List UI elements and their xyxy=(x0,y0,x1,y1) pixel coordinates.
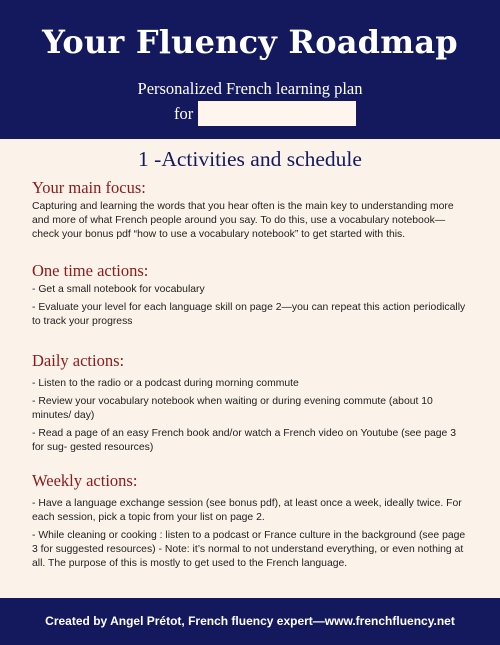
list-item: - Have a language exchange session (see bonus pdf), at least once a week, ideally twice. For each session, pick a topic from your list on page 2. xyxy=(32,498,462,523)
list-item: - Get a small notebook for vocabulary xyxy=(32,284,205,295)
list-item: - While cleaning or cooking : listen to a podcast or France culture in the background (see page 3 for suggested resources) - Note: it’s normal to not understand everything, or even nothing at all. The purpose of this is mostly to get used to the French language. xyxy=(32,530,466,569)
header-banner xyxy=(0,0,500,139)
page-title: Your Fluency Roadmap xyxy=(42,23,458,61)
recipient-row xyxy=(0,101,500,127)
list-item: - Evaluate your level for each language skill on page 2—you can repeat this action periodically to track your progress xyxy=(32,302,466,327)
one-time-heading: One time actions: xyxy=(32,261,149,280)
list-item: - Listen to the radio or a podcast during morning commute xyxy=(32,378,299,389)
recipient-name-field[interactable] xyxy=(198,101,356,126)
weekly-heading: Weekly actions: xyxy=(32,471,138,490)
list-item: - Review your vocabulary notebook when waiting or during evening commute (about 10 minutes/ day) xyxy=(32,396,433,421)
for-label: for xyxy=(174,104,194,123)
footer-banner xyxy=(0,598,500,645)
daily-list xyxy=(32,377,470,459)
list-item: - Read a page of an easy French book and/or watch a French video on Youtube (see page 3 for sug- gested resources) xyxy=(32,428,456,453)
one-time-list xyxy=(32,283,470,333)
page-subtitle: Personalized French learning plan xyxy=(137,79,363,98)
daily-heading: Daily actions: xyxy=(32,351,125,370)
main-focus-text: Capturing and learning the words that you hear often is the main key to understanding more and more of what French people around you say. To do this, use a vocabulary notebook—check your bonus pdf “how to use a vocabulary notebook” to get started with this. xyxy=(32,201,454,240)
section-title: 1 -Activities and schedule xyxy=(138,147,362,171)
weekly-list xyxy=(32,497,470,575)
main-focus-heading: Your main focus: xyxy=(32,178,146,197)
footer-credit: Created by Angel Prétot, French fluency expert—www.frenchfluency.net xyxy=(45,614,455,628)
